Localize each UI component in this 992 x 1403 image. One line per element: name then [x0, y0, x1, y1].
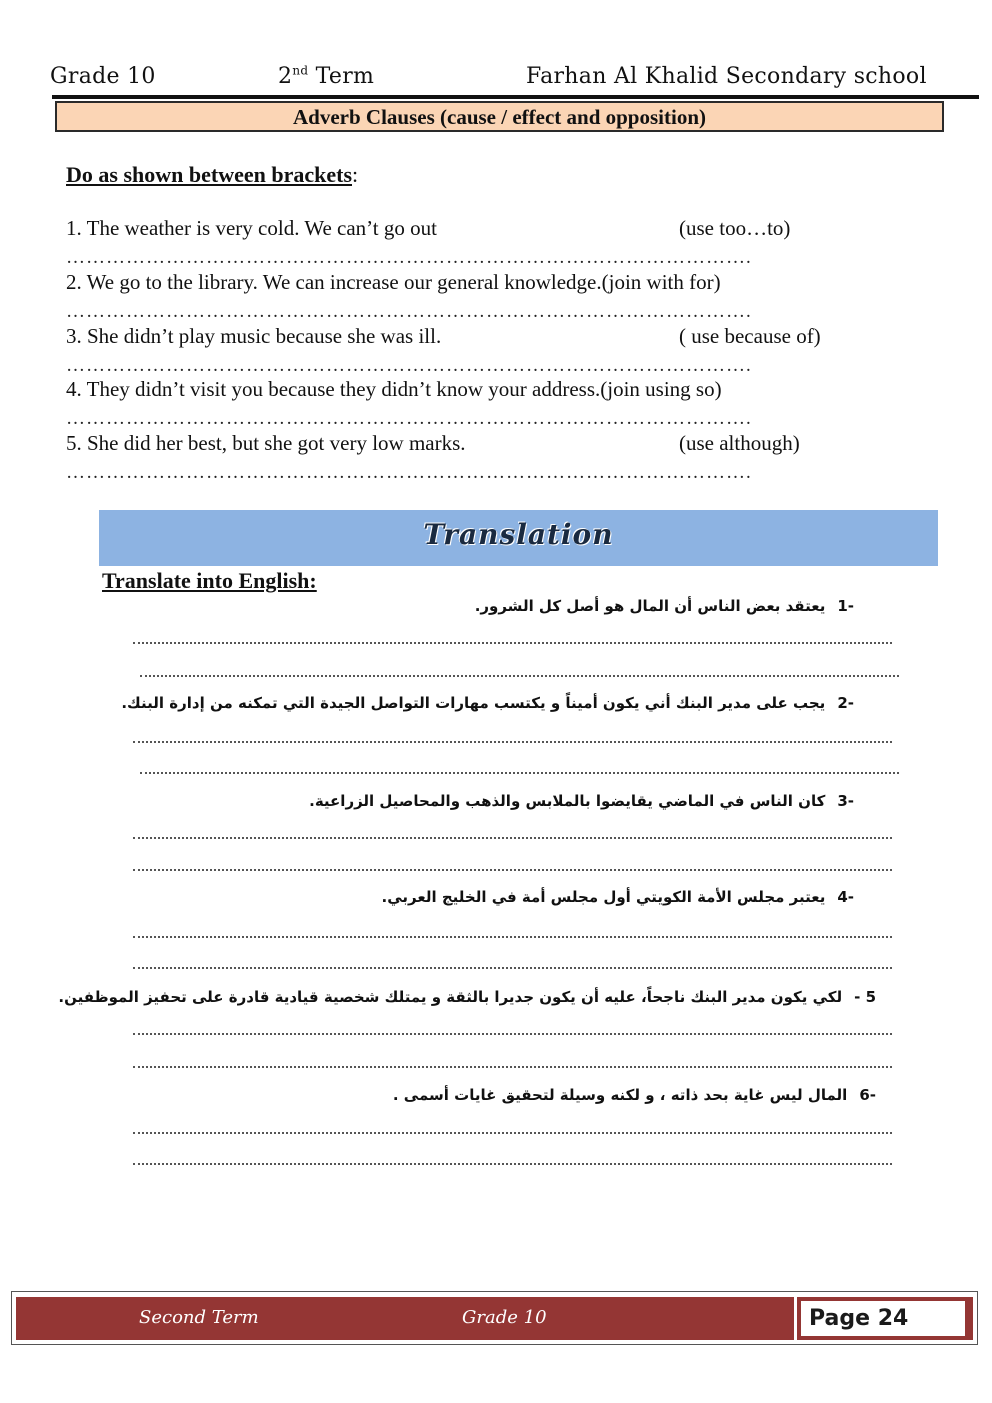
page-number: Page 24 — [801, 1301, 965, 1336]
translation-instruction: Translate into English: — [102, 568, 317, 593]
exercise-hint-1: (use too…to) — [679, 216, 791, 240]
term-suffix: nd — [292, 63, 309, 78]
term-number: 2 — [278, 64, 293, 89]
exercise-item-3: 3. She didn’t play music because she was ill. — [66, 324, 442, 348]
footer-grade: Grade 10 — [462, 1307, 547, 1328]
exercise-instruction — [66, 162, 358, 188]
grade-label: Grade 10 — [50, 64, 156, 89]
answer-line-1[interactable]: …………………………………………………………………………………………. — [66, 248, 752, 268]
translation-title: Translation — [423, 518, 614, 551]
translation-line-4a[interactable] — [133, 934, 892, 938]
page-title: Adverb Clauses (cause / effect and opposition) — [55, 101, 944, 132]
translation-line-4b[interactable] — [133, 965, 892, 969]
translation-item-1 — [475, 597, 854, 615]
translation-text-5: لكي يكون مدير البنك ناجحاً، عليه أن يكون جديرا بالثقة و يمتلك شخصية قيادية قادرة على تحفيز الموظفين. — [58, 988, 843, 1006]
footer-term: Second Term — [139, 1307, 259, 1328]
exercise-item-1: 1. The weather is very cold. We can’t go out — [66, 216, 437, 240]
translation-item-4 — [382, 888, 854, 906]
translation-text-6: المال ليس غاية بحد ذاته ، و لكنه وسيلة لتحقيق غايات أسمى . — [392, 1086, 848, 1104]
translation-num-6: -6 — [859, 1086, 876, 1104]
translation-line-5a[interactable] — [133, 1031, 892, 1035]
school-name: Farhan Al Khalid Secondary school — [526, 64, 927, 89]
exercise-hint-3: ( use because of) — [679, 324, 821, 348]
term-label — [278, 64, 374, 89]
translation-line-5b[interactable] — [133, 1064, 892, 1068]
translation-line-6b[interactable] — [133, 1161, 892, 1165]
translation-text-1: يعتقد بعض الناس أن المال هو أصل كل الشرور. — [474, 597, 826, 615]
translation-banner — [99, 510, 938, 566]
translation-num-4: -4 — [837, 888, 854, 906]
answer-line-5[interactable]: …………………………………………………………………………………………. — [66, 463, 752, 483]
exercise-hint-5: (use although) — [679, 431, 800, 455]
translation-num-2: -2 — [837, 694, 854, 712]
translation-line-6a[interactable] — [133, 1130, 892, 1134]
exercise-item-4: 4. They didn’t visit you because they didn’t know your address.(join using so) — [66, 377, 722, 401]
footer-page-box — [797, 1297, 973, 1340]
translation-num-3: -3 — [837, 792, 854, 810]
translation-text-2: يجب على مدير البنك أني يكون أميناً و يكتسب مهارات التواصل الجيدة التي تمكنه من إدارة البنك. — [121, 694, 826, 712]
translation-text-3: كان الناس في الماضي يقايضوا بالملابس والذهب والمحاصيل الزراعية. — [309, 792, 826, 810]
translation-line-3a[interactable] — [133, 835, 892, 839]
exercise-instruction-colon: : — [352, 162, 359, 187]
translation-num-5: 5 - — [854, 988, 876, 1006]
translation-text-4: يعتبر مجلس الأمة الكويتي أول مجلس أمة في الخليج العربي. — [381, 888, 826, 906]
translation-line-1a[interactable] — [133, 640, 892, 644]
translation-item-2 — [121, 694, 854, 712]
translation-item-6 — [393, 1086, 876, 1104]
answer-line-4[interactable]: …………………………………………………………………………………………. — [66, 409, 752, 429]
exercise-item-5: 5. She did her best, but she got very low marks. — [66, 431, 466, 455]
translation-line-2b[interactable] — [140, 770, 899, 774]
translation-num-1: -1 — [837, 597, 854, 615]
translation-item-3 — [309, 792, 854, 810]
translation-line-2a[interactable] — [133, 739, 892, 743]
term-word: Term — [308, 64, 375, 89]
translation-line-3b[interactable] — [133, 867, 892, 871]
exercise-instruction-text: Do as shown between brackets — [66, 162, 352, 187]
answer-line-2[interactable]: …………………………………………………………………………………………. — [66, 302, 752, 322]
translation-line-1b[interactable] — [140, 673, 899, 677]
exercise-item-2: 2. We go to the library. We can increase our general knowledge.(join with for) — [66, 270, 721, 294]
footer-bar — [16, 1297, 794, 1340]
answer-line-3[interactable]: …………………………………………………………………………………………. — [66, 356, 752, 376]
header-rule — [52, 95, 979, 99]
translation-item-5 — [58, 988, 876, 1006]
